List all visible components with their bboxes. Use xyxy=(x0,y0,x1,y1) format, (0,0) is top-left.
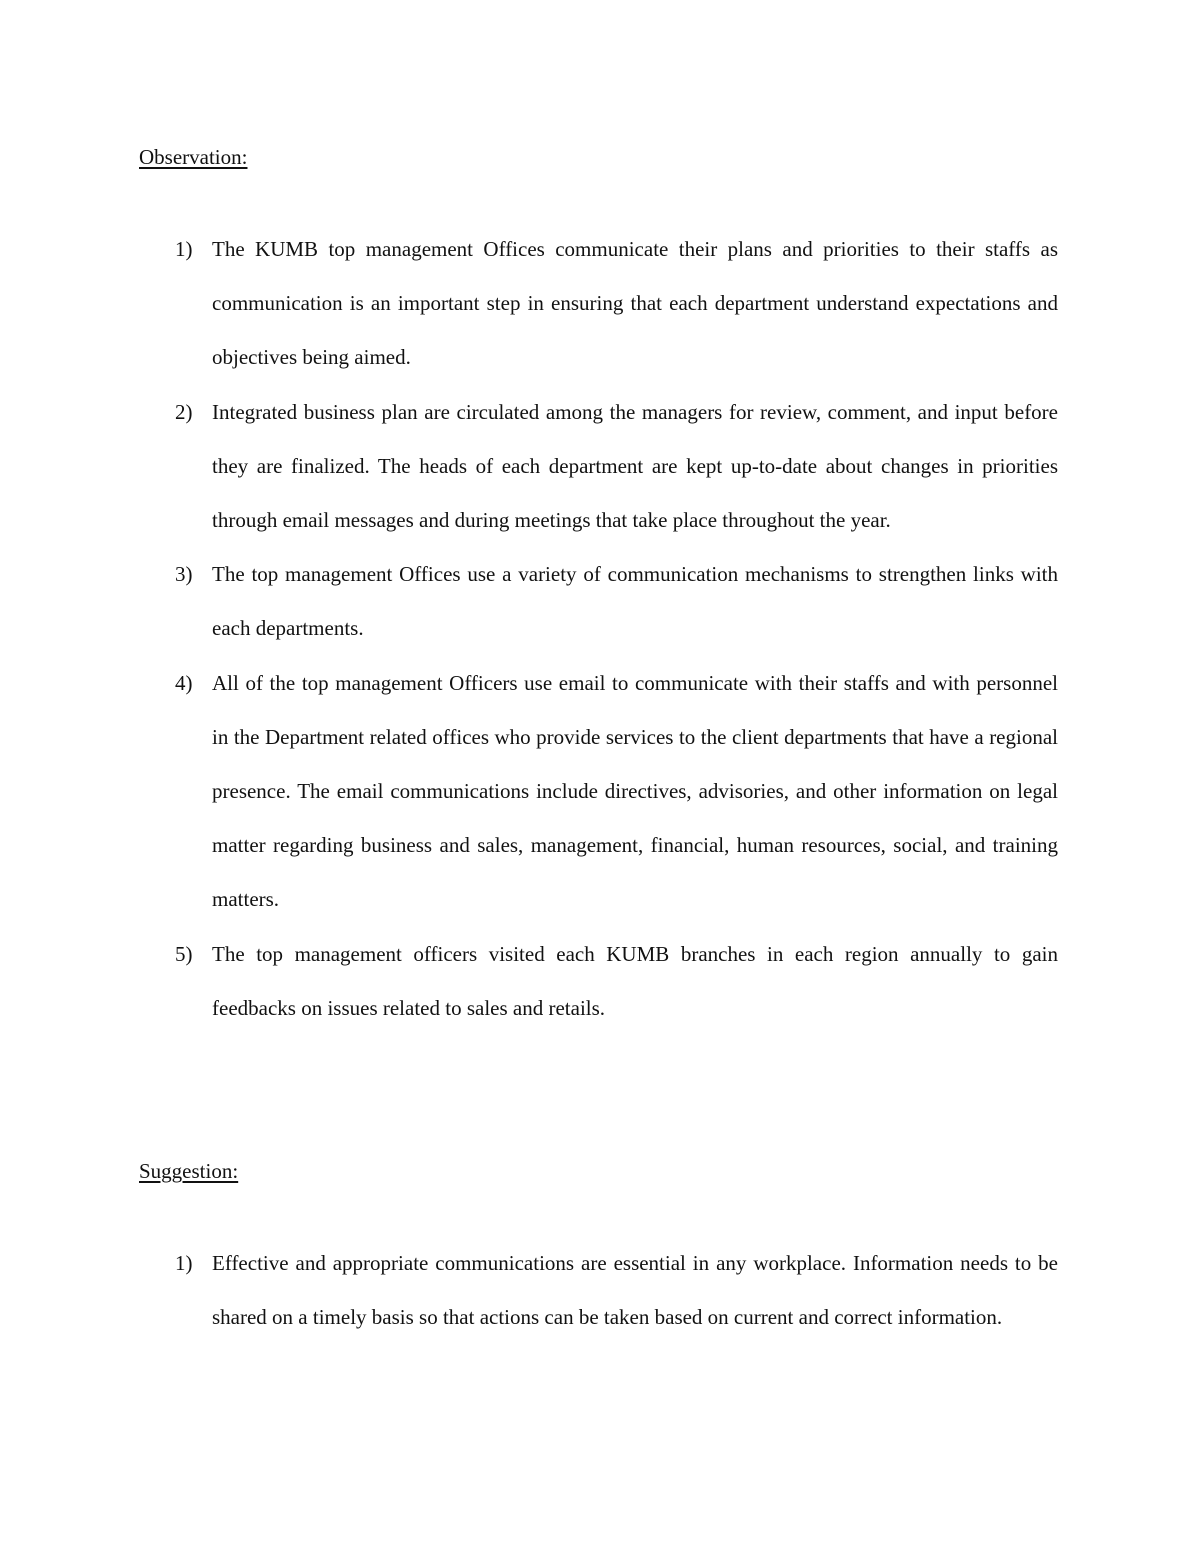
list-item-text: The KUMB top management Offices communicate their plans and priorities to their staffs as communication is an important step in ensuring that each department understand expectations and objectives being aimed. xyxy=(212,237,1058,370)
list-item-text: Effective and appropriate communications are essential in any workplace. Information needs to be shared on a timely basis so that actions can be taken based on current and correct information. xyxy=(212,1251,1058,1330)
list-item-text: The top management Offices use a variety of communication mechanisms to strengthen links with each departments. xyxy=(212,562,1058,641)
observation-heading: Observation: xyxy=(139,145,248,169)
suggestion-item-1 xyxy=(0,1236,1200,1344)
list-item-number: 4) xyxy=(175,670,193,695)
list-item-number: 2) xyxy=(175,399,193,424)
observation-list xyxy=(0,222,1200,1035)
suggestion-list xyxy=(0,1236,1200,1344)
list-item-number: 5) xyxy=(175,941,193,966)
list-item-number: 1) xyxy=(175,1251,193,1275)
list-item-number: 1) xyxy=(175,237,193,261)
observation-item-1 xyxy=(0,222,1200,385)
observation-item-4 xyxy=(0,656,1200,927)
observation-item-5 xyxy=(0,927,1200,1035)
list-item-text: All of the top management Officers use email to communicate with their staffs and with personnel in the Department related offices who provide services to the client departments that have a regional presence. The email communications include directives, advisories, and other information on legal matter regarding business and sales, management, financial, human resources, social, and training matters. xyxy=(212,670,1058,912)
list-item-text: The top management officers visited each KUMB branches in each region annually to gain feedbacks on issues related to sales and retails. xyxy=(212,941,1058,1020)
list-item-number: 3) xyxy=(175,562,193,587)
list-item-text: Integrated business plan are circulated among the managers for review, comment, and input before they are finalized. The heads of each department are kept up-to-date about changes in priorities through email messages and during meetings that take place throughout the year. xyxy=(212,399,1058,533)
suggestion-heading: Suggestion: xyxy=(139,1159,239,1183)
observation-item-2 xyxy=(0,385,1200,548)
observation-item-3 xyxy=(0,547,1200,655)
